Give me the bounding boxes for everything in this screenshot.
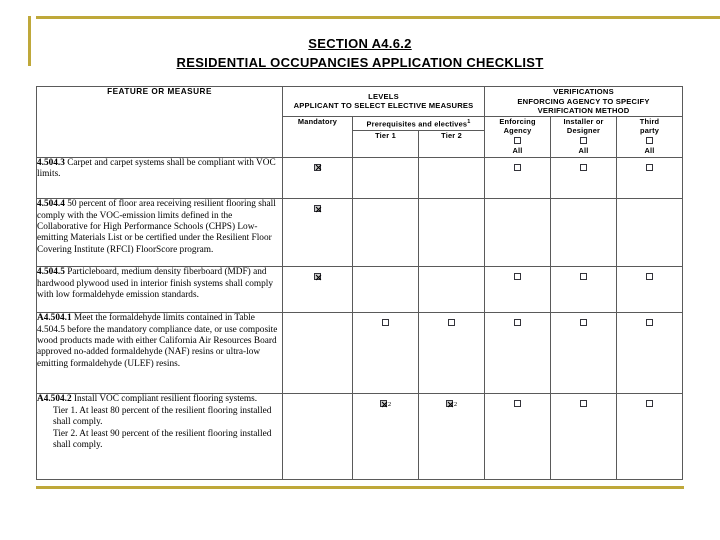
enforcing-agency-all-cell xyxy=(485,137,550,156)
tier-1-cell xyxy=(353,157,419,199)
title-line-2: RESIDENTIAL OCCUPANCIES APPLICATION CHECKLIST xyxy=(176,55,544,70)
third-party-all-checkbox[interactable] xyxy=(646,137,653,144)
enforcing-agency-column-header xyxy=(485,116,551,157)
checklist-rows xyxy=(37,157,683,480)
table-row xyxy=(37,199,683,267)
enforcing-agency-label-1: Enforcing xyxy=(499,116,536,126)
feature-or-measure-header: FEATURE OR MEASURE xyxy=(37,87,283,158)
header-row-group-titles xyxy=(37,87,683,117)
feature-text: Particleboard, medium density fiberboard (MDF) and hardwood plywood used in interior finish systems shall comply with low formaldehyde emission standards. xyxy=(37,267,274,300)
feature-cell xyxy=(37,157,283,199)
verifications-title-line-3: VERIFICATION METHOD xyxy=(537,106,630,115)
third-party-checkbox[interactable] xyxy=(646,273,653,280)
table-row xyxy=(37,313,683,394)
mandatory-cell xyxy=(283,394,353,480)
mandatory-cell xyxy=(283,157,353,199)
feature-sub-line: Tier 1. At least 80 percent of the resilient flooring installed shall comply. xyxy=(53,405,272,428)
tier-1-cell xyxy=(353,394,419,480)
installer-designer-label-2: Designer xyxy=(566,126,601,135)
third-party-cell xyxy=(617,199,683,267)
third-party-cell xyxy=(617,157,683,199)
third-party-label-1: Third xyxy=(639,116,660,126)
title-line-1: SECTION A4.6.2 xyxy=(308,36,412,51)
feature-code: 4.504.3 xyxy=(37,157,65,168)
levels-title-line-2: APPLICANT TO SELECT ELECTIVE MEASURES xyxy=(293,101,474,111)
tier-2-cell xyxy=(419,199,485,267)
mandatory-cell xyxy=(283,199,353,267)
third-party-label-2: party xyxy=(639,126,660,135)
tier-2-checkbox[interactable] xyxy=(448,319,455,326)
tier-1-footnote-marker: 2 xyxy=(387,401,392,409)
enforcing-agency-checkbox[interactable] xyxy=(514,400,521,407)
tier-2-cell xyxy=(419,313,485,394)
tier-2-checkbox[interactable] xyxy=(446,400,453,407)
feature-cell xyxy=(37,394,283,480)
tier-1-cell xyxy=(353,313,419,394)
third-party-checkbox[interactable] xyxy=(646,319,653,326)
tier-2-cell xyxy=(419,157,485,199)
feature-text: Install VOC compliant resilient flooring systems. xyxy=(71,394,258,405)
feature-text: 50 percent of floor area receiving resilient flooring shall comply with the VOC-emission limits defined in the Collaborative for High Performance Schools (CHPS) Low-emitting Materials List or be certified under the Resilient Floor Covering Institute (RFCI) FloorScore program. xyxy=(37,199,276,255)
mandatory-checkbox[interactable] xyxy=(314,164,321,171)
tier-1-column-header: Tier 1 xyxy=(353,130,419,157)
third-party-all-label: All xyxy=(644,146,655,155)
enforcing-agency-cell xyxy=(485,157,551,199)
mandatory-checkbox[interactable] xyxy=(314,205,321,212)
tier-2-cell xyxy=(419,267,485,313)
third-party-cell xyxy=(617,313,683,394)
tier-2-cell xyxy=(419,394,485,480)
enforcing-agency-all-checkbox[interactable] xyxy=(514,137,521,144)
third-party-checkbox[interactable] xyxy=(646,400,653,407)
installer-designer-all-checkbox[interactable] xyxy=(580,137,587,144)
installer-designer-checkbox[interactable] xyxy=(580,319,587,326)
tier-1-cell xyxy=(353,267,419,313)
page-title xyxy=(0,34,720,72)
installer-designer-cell xyxy=(551,394,617,480)
feature-code: A4.504.2 xyxy=(37,394,72,405)
enforcing-agency-cell xyxy=(485,394,551,480)
decorative-bottom-rule xyxy=(36,486,684,489)
table-row xyxy=(37,267,683,313)
tier-1-checkbox[interactable] xyxy=(382,319,389,326)
enforcing-agency-cell xyxy=(485,199,551,267)
feature-text: Carpet and carpet systems shall be compliant with VOC limits. xyxy=(37,157,276,179)
mandatory-checkbox[interactable] xyxy=(314,273,321,280)
installer-designer-all-label: All xyxy=(578,146,589,155)
installer-designer-cell xyxy=(551,267,617,313)
mandatory-cell xyxy=(283,313,353,394)
feature-code: 4.504.4 xyxy=(37,199,65,210)
prerequisites-footnote-marker: 1 xyxy=(467,118,471,125)
third-party-checkbox[interactable] xyxy=(646,164,653,171)
installer-designer-all-cell xyxy=(551,137,616,156)
table-row xyxy=(37,394,683,480)
installer-designer-checkbox[interactable] xyxy=(580,273,587,280)
tier-1-checkbox[interactable] xyxy=(380,400,387,407)
residential-occupancies-checklist-table xyxy=(36,86,683,480)
mandatory-cell xyxy=(283,267,353,313)
enforcing-agency-checkbox[interactable] xyxy=(514,273,521,280)
feature-code: 4.504.5 xyxy=(37,267,65,278)
verifications-title-line-2: ENFORCING AGENCY TO SPECIFY xyxy=(517,96,650,106)
mandatory-column-header: Mandatory xyxy=(283,116,353,157)
enforcing-agency-cell xyxy=(485,313,551,394)
enforcing-agency-label-2: Agency xyxy=(503,126,532,135)
installer-designer-column-header xyxy=(551,116,617,157)
feature-text: Meet the formaldehyde limits contained in Table 4.504.5 before the mandatory compliance date, or use composite wood products made with either California Air Resources Board approved no-added formaldehyde (NAF) resins or ultra-low emitting formaldehyde (ULEF) resins. xyxy=(37,313,278,369)
installer-designer-cell xyxy=(551,199,617,267)
feature-cell xyxy=(37,267,283,313)
verifications-title-line-1: VERIFICATIONS xyxy=(553,87,614,96)
enforcing-agency-all-label: All xyxy=(512,146,523,155)
third-party-cell xyxy=(617,267,683,313)
enforcing-agency-cell xyxy=(485,267,551,313)
tier-1-cell xyxy=(353,199,419,267)
decorative-top-rule xyxy=(36,16,720,19)
table-row xyxy=(37,157,683,199)
prerequisites-label: Prerequisites and electives xyxy=(366,118,468,128)
feature-cell xyxy=(37,313,283,394)
levels-title-line-1: LEVELS xyxy=(368,91,399,101)
installer-designer-cell xyxy=(551,313,617,394)
prerequisites-electives-header xyxy=(353,116,485,130)
feature-cell xyxy=(37,199,283,267)
enforcing-agency-checkbox[interactable] xyxy=(514,319,521,326)
installer-designer-checkbox[interactable] xyxy=(580,164,587,171)
enforcing-agency-checkbox[interactable] xyxy=(514,164,521,171)
installer-designer-cell xyxy=(551,157,617,199)
installer-designer-checkbox[interactable] xyxy=(580,400,587,407)
third-party-all-cell xyxy=(617,137,682,156)
third-party-cell xyxy=(617,394,683,480)
tier-2-column-header: Tier 2 xyxy=(419,130,485,157)
installer-designer-label-1: Installer or xyxy=(563,116,604,126)
verifications-group-header xyxy=(485,87,683,117)
feature-sub-line: Tier 2. At least 90 percent of the resilient flooring installed shall comply. xyxy=(53,428,272,451)
feature-code: A4.504.1 xyxy=(37,313,72,324)
tier-2-footnote-marker: 2 xyxy=(453,401,458,409)
third-party-column-header xyxy=(617,116,683,157)
levels-group-header xyxy=(283,87,485,117)
